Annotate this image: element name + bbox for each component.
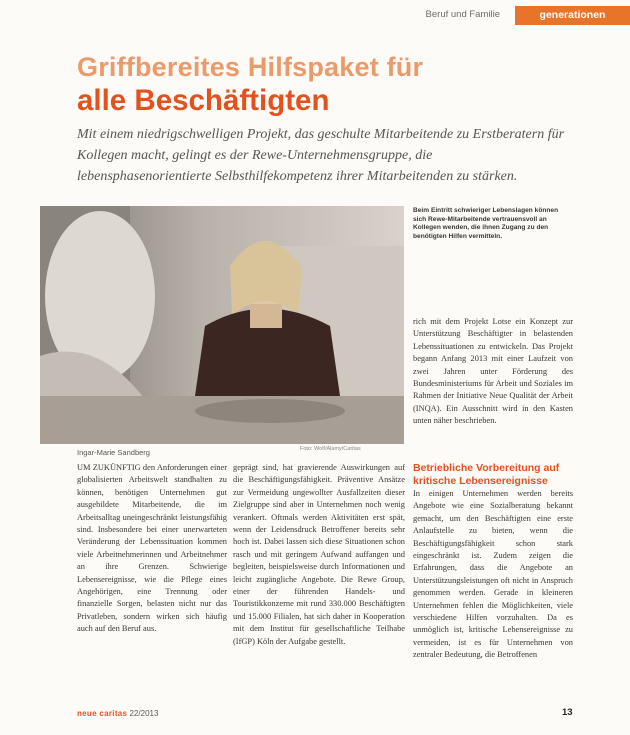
body-column-3-bottom [413, 488, 573, 662]
subheading: Betriebliche Vorbereitung auf kritische Lebensereignisse [413, 462, 560, 487]
category-tag: generationen [515, 6, 630, 25]
footer [77, 709, 158, 718]
body-text: geprägt sind, hat gravierende Auswirkungen auf die Beschäftigungsfähigkeit. Präventive Ansätze zur Vermeidung ungewollter Ausfallzeiten dieser Zielgruppe sind aber in Unternehmen noch wenig verankert. Oftmals werden Aktivitäten erst spät, wenn der Leidensdruck Betroffener bereits sehr hoch ist. Dabei lassen sich diese Situationen schon rasch und mit geringem Aufwand auffangen und begleiten, beispielsweise durch Informationen und leicht zugängliche Angebote. Die Rewe Group, einer der führenden Handels- und Touristikkonzerne mit rund 330.000 Beschäftigten und 15.000 Filialen, hat sich daher in Kooperation mit dem Institut für gesellschaftliche Teilhabe (IfGP) Köln der Aufgabe gestellt. [233, 463, 405, 646]
body-text: UM ZUKÜNFTIG den Anforderungen einer globalisierten Arbeitswelt standhalten zu können, benötigen Unternehmen gut ausgebildete Mitarbeitende, die im Arbeitsalltag uneingeschränkt leistungsfähig sind. Insbesondere bei einer unerwarteten Veränderung der Lebenssituation kommen viele Arbeitnehmerinnen und Arbeitnehmer an ihre Grenzen. Schwierige Lebensereignisse, wie die Pflege eines Angehörigen, eine Trennung oder finanzielle Sorgen, belasten nicht nur das Privatleben, sondern wirken sich häufig auch auf den Beruf aus. [77, 463, 227, 634]
title-line-1: Griffbereites Hilfspaket für [77, 52, 424, 82]
title-line-2: alle Beschäftigten [77, 84, 330, 117]
photo-caption: Beim Eintritt schwieriger Lebenslagen können sich Rewe-Mitarbeitende vertrauensvoll an Kollegen wenden, die ihnen Zugang zu den benötigten Hilfen vermitteln. [413, 207, 559, 240]
lead-paragraph: Mit einem niedrigschwelligen Projekt, das geschulte Mitarbeitende zu Erstberatern für Kollegen macht, gelingt es der Rewe-Unternehmensgruppe, die lebensphasenorientierte Selbsthilfekompetenz ihrer Mitarbeitenden zu stärken. [77, 127, 565, 184]
body-column-3-top [413, 316, 573, 428]
article-photo [40, 206, 404, 444]
magazine-name: neue caritas [77, 709, 128, 718]
body-text: In einigen Unternehmen werden bereits Angebote wie eine Sozialberatung bekannt gemacht, um den Beschäftigten eine erste Anlaufstelle zu bieten, wenn die Beschäftigungsfähigkeit schon stark eingeschränkt ist. Zudem zeigen die Erfahrungen, dass die Angebote an Unterstützungsleistungen oft nicht in Anspruch genommen werden. Gerade in kleineren Unternehmen fehlen die Möglichkeiten, viele verschiedene Hilfen vorzuhalten. Da es unmöglich ist, kritische Lebensereignisse zu vermeiden, ist es für Unternehmen von zentraler Bedeutung, die Betroffenen [413, 489, 573, 660]
section-label: Beruf und Familie [425, 9, 500, 20]
body-column-2 [233, 462, 405, 648]
body-text: rich mit dem Projekt Lotse ein Konzept zur Unterstützung Beschäftigter in belastenden Lebenssituationen zu entwickeln. Das Projekt begann Anfang 2013 mit einer Laufzeit von zwei Jahren unter Förderung des Bundesministeriums für Arbeit und Soziales im Rahmen der Initiative Neue Qualität der Arbeit (INQA). Ein Ausschnitt wird in den Kasten unten näher beschrieben. [413, 317, 573, 426]
photo-credit: Foto: Wolf/Alamy/Caritas [300, 446, 361, 452]
page-number: 13 [562, 707, 573, 718]
issue-number: 22/2013 [129, 709, 159, 718]
author-name: Ingar-Marie Sandberg [77, 448, 150, 457]
body-column-1 [77, 462, 227, 636]
